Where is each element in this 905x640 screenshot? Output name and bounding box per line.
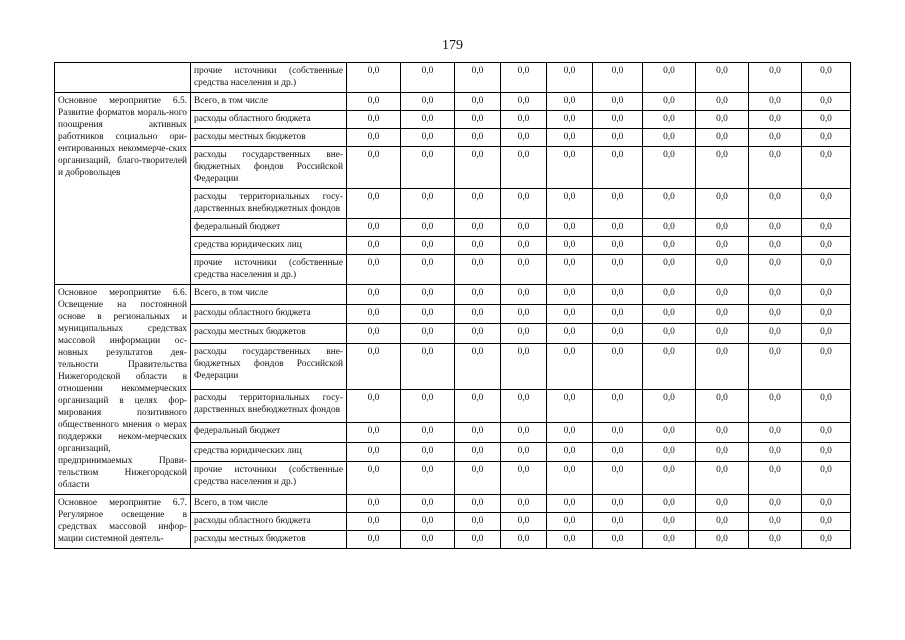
value-cell: 0,0 — [643, 255, 696, 285]
measure-title-cell: Основное мероприятие 6.6. Освещение на постоянной основе в региональных и муниципальных средствах массовой информации ос-новных результатов дея-тельности Правительства Нижегородской области в отношении некоммерческих организаций в целях фор-мирования позитивного общественного мнения о мерах поддержки неком-мерческих организаций, предпринимаемых Прави-тельством Нижегородской области — [55, 285, 191, 495]
value-cell: 0,0 — [501, 189, 547, 219]
funding-source-cell: федеральный бюджет — [191, 219, 347, 237]
value-cell: 0,0 — [749, 285, 802, 305]
value-cell: 0,0 — [347, 255, 401, 285]
value-cell: 0,0 — [593, 324, 643, 344]
value-cell: 0,0 — [501, 219, 547, 237]
funding-source-cell: расходы областного бюджета — [191, 304, 347, 324]
value-cell: 0,0 — [547, 304, 593, 324]
value-cell: 0,0 — [593, 255, 643, 285]
value-cell: 0,0 — [749, 495, 802, 513]
measure-title-cell: Основное мероприятие 6.5. Развитие форматов мораль-ного поощрения активных работников социально ори-ентированных некоммерче-ских организаций, благо-творителей и добровольцев — [55, 93, 191, 285]
value-cell: 0,0 — [749, 189, 802, 219]
value-cell: 0,0 — [347, 422, 401, 442]
funding-source-cell: федеральный бюджет — [191, 422, 347, 442]
value-cell: 0,0 — [643, 422, 696, 442]
value-cell: 0,0 — [347, 63, 401, 93]
value-cell: 0,0 — [501, 111, 547, 129]
value-cell: 0,0 — [593, 304, 643, 324]
value-cell: 0,0 — [347, 129, 401, 147]
value-cell: 0,0 — [501, 93, 547, 111]
value-cell: 0,0 — [749, 344, 802, 390]
value-cell: 0,0 — [802, 63, 851, 93]
value-cell: 0,0 — [401, 147, 455, 189]
value-cell: 0,0 — [401, 390, 455, 423]
value-cell: 0,0 — [547, 63, 593, 93]
funding-source-cell: расходы местных бюджетов — [191, 531, 347, 549]
value-cell: 0,0 — [455, 462, 501, 495]
funding-source-cell: прочие источники (собственные средства населения и др.) — [191, 255, 347, 285]
value-cell: 0,0 — [547, 147, 593, 189]
value-cell: 0,0 — [643, 285, 696, 305]
value-cell: 0,0 — [501, 129, 547, 147]
value-cell: 0,0 — [749, 219, 802, 237]
value-cell: 0,0 — [749, 147, 802, 189]
value-cell: 0,0 — [749, 422, 802, 442]
value-cell: 0,0 — [696, 304, 749, 324]
value-cell: 0,0 — [593, 422, 643, 442]
value-cell: 0,0 — [696, 129, 749, 147]
value-cell: 0,0 — [347, 390, 401, 423]
value-cell: 0,0 — [643, 147, 696, 189]
value-cell: 0,0 — [696, 513, 749, 531]
value-cell: 0,0 — [643, 63, 696, 93]
value-cell: 0,0 — [455, 93, 501, 111]
table-row — [55, 63, 851, 93]
value-cell: 0,0 — [802, 442, 851, 462]
value-cell: 0,0 — [347, 189, 401, 219]
funding-source-cell: средства юридических лиц — [191, 442, 347, 462]
table-row — [55, 93, 851, 111]
value-cell: 0,0 — [501, 495, 547, 513]
value-cell: 0,0 — [401, 189, 455, 219]
value-cell: 0,0 — [547, 237, 593, 255]
value-cell: 0,0 — [547, 442, 593, 462]
value-cell: 0,0 — [347, 531, 401, 549]
value-cell: 0,0 — [643, 304, 696, 324]
value-cell: 0,0 — [593, 219, 643, 237]
value-cell: 0,0 — [643, 344, 696, 390]
value-cell: 0,0 — [547, 495, 593, 513]
value-cell: 0,0 — [749, 63, 802, 93]
value-cell: 0,0 — [696, 285, 749, 305]
value-cell: 0,0 — [696, 462, 749, 495]
value-cell: 0,0 — [802, 422, 851, 442]
value-cell: 0,0 — [802, 255, 851, 285]
funding-source-cell: расходы областного бюджета — [191, 111, 347, 129]
value-cell: 0,0 — [455, 304, 501, 324]
value-cell: 0,0 — [696, 219, 749, 237]
value-cell: 0,0 — [547, 285, 593, 305]
value-cell: 0,0 — [547, 344, 593, 390]
value-cell: 0,0 — [696, 237, 749, 255]
value-cell: 0,0 — [347, 442, 401, 462]
value-cell: 0,0 — [547, 111, 593, 129]
value-cell: 0,0 — [643, 531, 696, 549]
value-cell: 0,0 — [643, 93, 696, 111]
value-cell: 0,0 — [401, 255, 455, 285]
value-cell: 0,0 — [455, 63, 501, 93]
value-cell: 0,0 — [696, 495, 749, 513]
value-cell: 0,0 — [749, 324, 802, 344]
value-cell: 0,0 — [593, 147, 643, 189]
value-cell: 0,0 — [643, 513, 696, 531]
value-cell: 0,0 — [455, 219, 501, 237]
value-cell: 0,0 — [501, 513, 547, 531]
value-cell: 0,0 — [455, 390, 501, 423]
value-cell: 0,0 — [455, 255, 501, 285]
value-cell: 0,0 — [547, 129, 593, 147]
value-cell: 0,0 — [802, 344, 851, 390]
value-cell: 0,0 — [401, 219, 455, 237]
value-cell: 0,0 — [455, 442, 501, 462]
value-cell: 0,0 — [501, 344, 547, 390]
value-cell: 0,0 — [501, 285, 547, 305]
value-cell: 0,0 — [547, 531, 593, 549]
value-cell: 0,0 — [593, 442, 643, 462]
value-cell: 0,0 — [501, 304, 547, 324]
funding-source-cell: прочие источники (собственные средства населения и др.) — [191, 462, 347, 495]
value-cell: 0,0 — [401, 304, 455, 324]
value-cell: 0,0 — [547, 390, 593, 423]
value-cell: 0,0 — [643, 495, 696, 513]
value-cell: 0,0 — [749, 255, 802, 285]
value-cell: 0,0 — [802, 219, 851, 237]
value-cell: 0,0 — [501, 462, 547, 495]
value-cell: 0,0 — [401, 285, 455, 305]
value-cell: 0,0 — [501, 531, 547, 549]
value-cell: 0,0 — [643, 129, 696, 147]
value-cell: 0,0 — [455, 324, 501, 344]
value-cell: 0,0 — [802, 237, 851, 255]
value-cell: 0,0 — [401, 129, 455, 147]
value-cell: 0,0 — [547, 462, 593, 495]
value-cell: 0,0 — [347, 304, 401, 324]
value-cell: 0,0 — [347, 462, 401, 495]
value-cell: 0,0 — [401, 344, 455, 390]
funding-source-cell: расходы местных бюджетов — [191, 324, 347, 344]
funding-source-cell: расходы областного бюджета — [191, 513, 347, 531]
value-cell: 0,0 — [501, 255, 547, 285]
value-cell: 0,0 — [802, 531, 851, 549]
value-cell: 0,0 — [593, 93, 643, 111]
value-cell: 0,0 — [696, 255, 749, 285]
value-cell: 0,0 — [455, 531, 501, 549]
value-cell: 0,0 — [802, 189, 851, 219]
value-cell: 0,0 — [347, 93, 401, 111]
value-cell: 0,0 — [501, 147, 547, 189]
value-cell: 0,0 — [401, 513, 455, 531]
funding-source-cell: Всего, в том числе — [191, 93, 347, 111]
value-cell: 0,0 — [749, 390, 802, 423]
value-cell: 0,0 — [455, 147, 501, 189]
value-cell: 0,0 — [593, 495, 643, 513]
value-cell: 0,0 — [347, 147, 401, 189]
value-cell: 0,0 — [696, 189, 749, 219]
value-cell: 0,0 — [696, 147, 749, 189]
value-cell: 0,0 — [347, 344, 401, 390]
value-cell: 0,0 — [547, 93, 593, 111]
value-cell: 0,0 — [593, 63, 643, 93]
value-cell: 0,0 — [802, 324, 851, 344]
budget-table — [54, 62, 851, 549]
value-cell: 0,0 — [696, 390, 749, 423]
value-cell: 0,0 — [696, 422, 749, 442]
value-cell: 0,0 — [802, 111, 851, 129]
value-cell: 0,0 — [643, 462, 696, 495]
value-cell: 0,0 — [593, 237, 643, 255]
value-cell: 0,0 — [401, 111, 455, 129]
value-cell: 0,0 — [802, 304, 851, 324]
value-cell: 0,0 — [455, 422, 501, 442]
value-cell: 0,0 — [347, 219, 401, 237]
value-cell: 0,0 — [802, 513, 851, 531]
value-cell: 0,0 — [547, 255, 593, 285]
funding-source-cell: средства юридических лиц — [191, 237, 347, 255]
value-cell: 0,0 — [347, 237, 401, 255]
value-cell: 0,0 — [802, 285, 851, 305]
measure-title-cell: Основное мероприятие 6.7. Регулярное освещение в средствах массовой инфор-мации системной деятель- — [55, 495, 191, 549]
value-cell: 0,0 — [696, 111, 749, 129]
measure-title-cell — [55, 63, 191, 93]
value-cell: 0,0 — [401, 442, 455, 462]
value-cell: 0,0 — [401, 531, 455, 549]
value-cell: 0,0 — [643, 189, 696, 219]
value-cell: 0,0 — [547, 422, 593, 442]
value-cell: 0,0 — [347, 495, 401, 513]
value-cell: 0,0 — [643, 219, 696, 237]
value-cell: 0,0 — [593, 513, 643, 531]
funding-source-cell: Всего, в том числе — [191, 285, 347, 305]
value-cell: 0,0 — [749, 129, 802, 147]
value-cell: 0,0 — [455, 189, 501, 219]
funding-source-cell: расходы государственных вне-бюджетных фондов Российской Федерации — [191, 344, 347, 390]
value-cell: 0,0 — [593, 462, 643, 495]
value-cell: 0,0 — [547, 513, 593, 531]
funding-source-cell: расходы местных бюджетов — [191, 129, 347, 147]
value-cell: 0,0 — [593, 189, 643, 219]
value-cell: 0,0 — [501, 324, 547, 344]
value-cell: 0,0 — [749, 531, 802, 549]
value-cell: 0,0 — [401, 462, 455, 495]
value-cell: 0,0 — [696, 531, 749, 549]
value-cell: 0,0 — [802, 129, 851, 147]
value-cell: 0,0 — [749, 462, 802, 495]
value-cell: 0,0 — [696, 442, 749, 462]
value-cell: 0,0 — [593, 129, 643, 147]
value-cell: 0,0 — [501, 442, 547, 462]
value-cell: 0,0 — [547, 189, 593, 219]
value-cell: 0,0 — [401, 495, 455, 513]
value-cell: 0,0 — [696, 63, 749, 93]
value-cell: 0,0 — [593, 344, 643, 390]
value-cell: 0,0 — [802, 147, 851, 189]
funding-source-cell: расходы государственных вне-бюджетных фондов Российской Федерации — [191, 147, 347, 189]
value-cell: 0,0 — [547, 219, 593, 237]
value-cell: 0,0 — [593, 531, 643, 549]
value-cell: 0,0 — [501, 63, 547, 93]
value-cell: 0,0 — [401, 63, 455, 93]
value-cell: 0,0 — [547, 324, 593, 344]
value-cell: 0,0 — [455, 285, 501, 305]
value-cell: 0,0 — [593, 111, 643, 129]
value-cell: 0,0 — [347, 324, 401, 344]
value-cell: 0,0 — [347, 513, 401, 531]
value-cell: 0,0 — [696, 324, 749, 344]
value-cell: 0,0 — [802, 462, 851, 495]
value-cell: 0,0 — [455, 237, 501, 255]
value-cell: 0,0 — [749, 442, 802, 462]
value-cell: 0,0 — [696, 344, 749, 390]
value-cell: 0,0 — [802, 495, 851, 513]
value-cell: 0,0 — [455, 129, 501, 147]
value-cell: 0,0 — [401, 93, 455, 111]
value-cell: 0,0 — [802, 93, 851, 111]
value-cell: 0,0 — [643, 111, 696, 129]
value-cell: 0,0 — [501, 237, 547, 255]
funding-source-cell: расходы территориальных госу-дарственных внебюджетных фондов — [191, 390, 347, 423]
value-cell: 0,0 — [347, 111, 401, 129]
table-row — [55, 495, 851, 513]
table-row — [55, 285, 851, 305]
value-cell: 0,0 — [643, 442, 696, 462]
value-cell: 0,0 — [749, 93, 802, 111]
value-cell: 0,0 — [643, 390, 696, 423]
value-cell: 0,0 — [696, 93, 749, 111]
value-cell: 0,0 — [455, 513, 501, 531]
value-cell: 0,0 — [501, 390, 547, 423]
value-cell: 0,0 — [643, 237, 696, 255]
value-cell: 0,0 — [593, 285, 643, 305]
funding-source-cell: Всего, в том числе — [191, 495, 347, 513]
value-cell: 0,0 — [401, 422, 455, 442]
funding-source-cell: прочие источники (собственные средства населения и др.) — [191, 63, 347, 93]
value-cell: 0,0 — [749, 237, 802, 255]
value-cell: 0,0 — [401, 237, 455, 255]
value-cell: 0,0 — [455, 344, 501, 390]
value-cell: 0,0 — [455, 495, 501, 513]
value-cell: 0,0 — [593, 390, 643, 423]
value-cell: 0,0 — [749, 304, 802, 324]
value-cell: 0,0 — [501, 422, 547, 442]
funding-source-cell: расходы территориальных госу-дарственных внебюджетных фондов — [191, 189, 347, 219]
page-number: 179 — [442, 38, 463, 53]
value-cell: 0,0 — [802, 390, 851, 423]
value-cell: 0,0 — [643, 324, 696, 344]
value-cell: 0,0 — [401, 324, 455, 344]
value-cell: 0,0 — [749, 111, 802, 129]
value-cell: 0,0 — [455, 111, 501, 129]
value-cell: 0,0 — [749, 513, 802, 531]
value-cell: 0,0 — [347, 285, 401, 305]
